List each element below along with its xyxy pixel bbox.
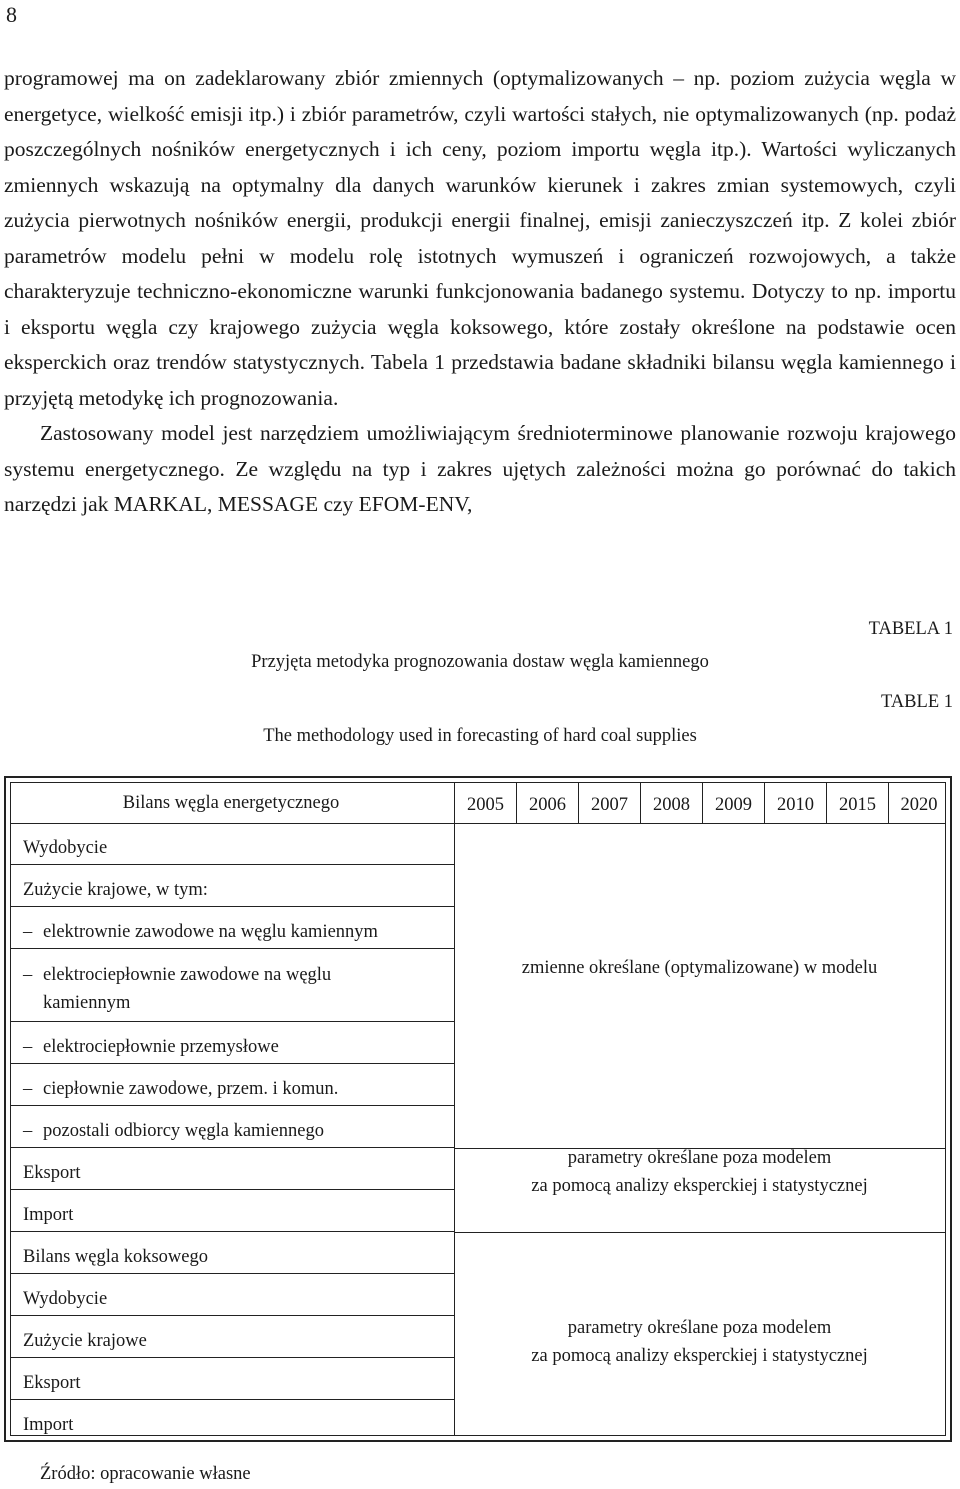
year-2010: 2010 [764,783,826,823]
table-row: Bilans węgla koksowego [11,1232,454,1274]
table-row: – pozostali odbiorcy węgla kamiennego [11,1106,454,1148]
paragraph-1: programowej ma on zadeklarowany zbiór zmiennych (optymalizowanych – np. poziom zużycia węgla w energetyce, wielkość emisji itp.) i zbiór parametrów, czyli wartości stałych, nie optymalizowanych (np. podaż poszczególnych nośników energetycznych i ich ceny, poziom importu węgla itp.). Wartości wyliczanych zmiennych wskazują na optymalny dla danych warunków kierunek i zakres zmian systemowych, czyli zużycia pierwotnych nośników energii, produkcji energii finalnej, emisji zanieczyszczeń itp. Z kolei zbiór parametrów modelu pełni w modelu rolę istotnych wymuszeń i ograniczeń rozwojowych, a także charakteryzuje techniczno-ekonomiczne warunki funkcjonowania badanego systemu. Dotyczy to np. importu i eksportu węgla czy krajowego zużycia węgla koksowego, które zostały określone na podstawie ocen eksperckich oraz trendów statystycznych. Tabela 1 przedstawia badane składniki bilansu węgla kamiennego i przyjętą metodykę ich prognozowania. [4,66,956,410]
table-row: – elektrociepłownie przemysłowe [11,1022,454,1064]
table-row: – ciepłownie zawodowe, przem. i komun. [11,1064,454,1106]
table-row: Zużycie krajowe, w tym: [11,865,454,907]
band-expert-1: parametry określane poza modelem za pomocą analizy eksperckiej i statystycznej [531,1148,868,1196]
table-row: Eksport [11,1148,454,1190]
year-2015: 2015 [826,783,888,823]
year-2005: 2005 [454,783,516,823]
paragraph-2: Zastosowany model jest narzędziem umożliwiającym średnioterminowe planowanie rozwoju krajowego systemu energetycznego. Ze względu na typ i zakres ujętych zależności można go porównać do takich narzędzi jak MARKAL, MESSAGE czy EFOM-ENV, [4,421,956,516]
header-label: Bilans węgla energetycznego [122,793,340,813]
source-note: Źródło: opracowanie własne [40,1464,251,1484]
year-2007: 2007 [578,783,640,823]
component-column [11,823,455,1435]
table-row: Wydobycie [11,1274,454,1316]
year-2020: 2020 [888,783,949,823]
table-row: Import [23,1415,74,1435]
year-2008: 2008 [640,783,702,823]
body-text [4,61,956,523]
table-title-pl: Przyjęta metodyka prognozowania dostaw węgla kamiennego [251,652,709,672]
table-row: – elektrociepłownie zawodowe na węglu kamiennym [11,949,454,1022]
table-row: Wydobycie [11,823,454,865]
year-2006: 2006 [516,783,578,823]
methodology-table [4,776,952,1442]
table-label-en: TABLE 1 [881,692,953,712]
band-divider [454,1232,945,1233]
table-row: Import [11,1190,454,1232]
table-row: – elektrownie zawodowe na węglu kamiennym [11,907,454,949]
band-expert-2: parametry określane poza modelem za pomocą analizy eksperckiej i statystycznej [531,1318,868,1366]
table-label-pl: TABELA 1 [868,619,953,639]
table-row: Eksport [11,1358,454,1400]
table-header-row [11,783,945,824]
table-title-en: The methodology used in forecasting of hard coal supplies [263,726,697,746]
page-number: 8 [6,2,17,27]
year-2009: 2009 [702,783,764,823]
band-optimized: zmienne określane (optymalizowane) w modelu [521,958,878,978]
table-row: Zużycie krajowe [11,1316,454,1358]
